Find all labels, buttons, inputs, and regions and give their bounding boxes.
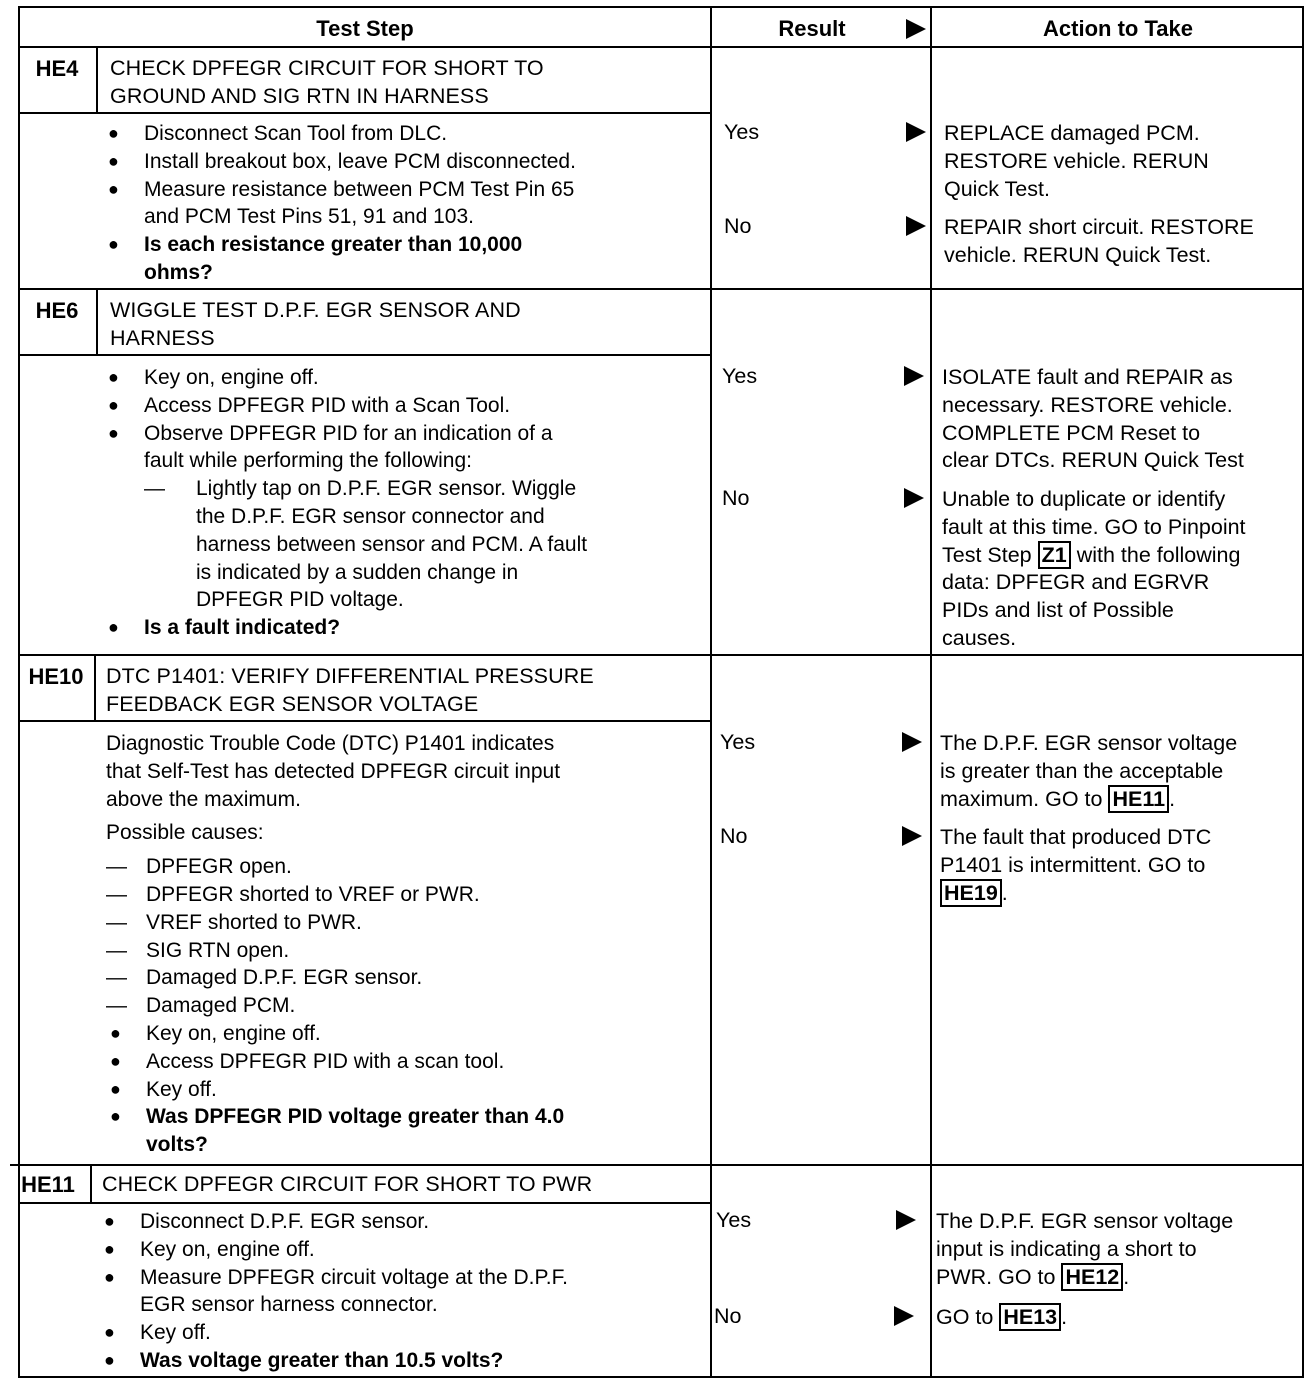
result-no: No — [714, 1304, 742, 1328]
sub-list-item-continued: harness between sensor and PCM. A fault — [196, 532, 588, 556]
list-item-continued: ohms? — [144, 260, 213, 284]
step-id-divider — [90, 1164, 92, 1202]
cause-item: — DPFEGR shorted to VREF or PWR. — [106, 881, 706, 909]
action-line — [942, 542, 1306, 570]
action-line: PWR. GO to HE12 . — [936, 1264, 1130, 1289]
title-line: HARNESS — [110, 326, 215, 350]
cause-item: — VREF shorted to PWR. — [106, 909, 706, 937]
action-text: maximum. GO to — [940, 786, 1103, 811]
column-divider-action — [930, 8, 932, 1376]
list-item: ● Key on, engine off. — [100, 1236, 710, 1264]
header-test-step: Test Step — [316, 16, 414, 41]
action-line: is greater than the acceptable — [940, 758, 1224, 783]
arrow-icon — [902, 732, 922, 752]
action-line: HE19 . — [940, 880, 1304, 908]
step-divider — [20, 288, 1302, 290]
arrow-icon — [896, 1210, 916, 1230]
title-divider — [20, 112, 710, 114]
action-yes-he11 — [936, 1208, 1304, 1291]
intro-line: above the maximum. — [106, 787, 301, 811]
test-procedure-table — [18, 6, 1304, 1378]
action-no-he6 — [942, 486, 1306, 653]
title-line: FEEDBACK EGR SENSOR VOLTAGE — [106, 692, 479, 716]
action-text: Test Step — [942, 542, 1032, 567]
result-yes: Yes — [720, 730, 756, 754]
list-item: ● Key on, engine off. — [106, 1020, 706, 1048]
title-divider — [20, 354, 710, 356]
title-divider — [20, 720, 710, 722]
cause-item: — SIG RTN open. — [106, 937, 706, 965]
arrow-icon — [902, 826, 922, 846]
action-line: maximum. GO to HE11 . — [940, 786, 1176, 811]
sub-list-item: — Lightly tap on D.P.F. EGR sensor. Wiggle — [104, 475, 704, 503]
step-id-he11: HE11 — [21, 1172, 75, 1197]
step-divider — [10, 1164, 1302, 1166]
list-item: ● Measure DPFEGR circuit voltage at the D.P.F. — [100, 1264, 710, 1292]
step-id-divider — [94, 654, 96, 720]
step-ref-he11[interactable]: HE11 — [1108, 785, 1169, 813]
action-line: PIDs and list of Possible — [942, 598, 1174, 623]
title-divider — [20, 1202, 710, 1204]
step-ref-z1[interactable]: Z1 — [1038, 541, 1071, 569]
action-line: vehicle. RERUN Quick Test. — [944, 242, 1212, 267]
sub-list-item-continued: the D.P.F. EGR sensor connector and — [196, 504, 545, 528]
action-line: Unable to duplicate or identify — [942, 487, 1226, 511]
list-item: ● Access DPFEGR PID with a Scan Tool. — [104, 392, 704, 420]
step-title-he10 — [106, 662, 594, 718]
action-line: COMPLETE PCM Reset to — [942, 420, 1201, 445]
cause-item: — DPFEGR open. — [106, 853, 706, 881]
step-title-he11 — [102, 1170, 592, 1198]
step-body-he10 — [106, 730, 706, 1159]
title-line: CHECK DPFEGR CIRCUIT FOR SHORT TO — [110, 56, 544, 80]
action-line: The D.P.F. EGR sensor voltage — [940, 731, 1238, 755]
action-line: fault at this time. GO to Pinpoint — [942, 514, 1246, 539]
action-no-he11 — [936, 1304, 1304, 1332]
sub-list-item-continued: is indicated by a sudden change in — [196, 560, 519, 584]
arrow-icon — [906, 122, 926, 142]
action-yes-he4 — [944, 120, 1304, 203]
action-line: Quick Test. — [944, 176, 1050, 201]
action-line: The fault that produced DTC — [940, 825, 1212, 849]
list-item: ● Key off. — [106, 1076, 706, 1104]
step-id-he6: HE6 — [35, 298, 79, 323]
arrow-icon — [894, 1306, 914, 1326]
header-action: Action to Take — [1043, 16, 1193, 41]
cause-item: — Damaged D.P.F. EGR sensor. — [106, 964, 706, 992]
step-title-he6 — [110, 296, 521, 352]
arrow-icon — [904, 366, 924, 386]
action-line: input is indicating a short to — [936, 1236, 1197, 1261]
action-line: necessary. RESTORE vehicle. — [942, 392, 1233, 417]
title-line: CHECK DPFEGR CIRCUIT FOR SHORT TO PWR — [102, 1172, 593, 1196]
list-item-continued: and PCM Test Pins 51, 91 and 103. — [144, 205, 474, 229]
step-ref-he12[interactable]: HE12 — [1061, 1263, 1123, 1291]
step-id-divider — [96, 288, 98, 354]
step-body-he4 — [104, 120, 704, 287]
intro-line: that Self-Test has detected DPFEGR circuit input — [106, 759, 561, 783]
list-item: ● Disconnect Scan Tool from DLC. — [104, 120, 704, 148]
step-body-he6 — [104, 364, 704, 642]
action-yes-he10 — [940, 730, 1304, 813]
list-item: ● Key off. — [100, 1319, 710, 1347]
header-divider — [20, 46, 1302, 48]
arrow-icon — [904, 488, 924, 508]
action-no-he10 — [940, 824, 1304, 907]
step-ref-he13[interactable]: HE13 — [999, 1303, 1061, 1331]
title-line: DTC P1401: VERIFY DIFFERENTIAL PRESSURE — [106, 664, 594, 688]
list-item-continued: fault while performing the following: — [144, 449, 473, 473]
action-line: REPLACE damaged PCM. — [944, 121, 1200, 145]
list-item: ● Observe DPFEGR PID for an indication of a — [104, 420, 704, 448]
list-item: ● Measure resistance between PCM Test Pin 65 — [104, 176, 704, 204]
action-text: with the following — [1076, 542, 1241, 567]
column-divider-result — [710, 8, 712, 1376]
result-no: No — [724, 214, 752, 238]
intro-paragraph — [106, 730, 706, 813]
list-item-continued: EGR sensor harness connector. — [140, 1293, 438, 1317]
list-item-question: ● Was voltage greater than 10.5 volts? — [100, 1347, 710, 1375]
action-text: GO to — [936, 1305, 994, 1329]
step-id-he10: HE10 — [28, 664, 84, 689]
step-body-he11 — [100, 1208, 710, 1375]
intro-line: Diagnostic Trouble Code (DTC) P1401 indicates — [106, 732, 555, 755]
step-title-he4 — [110, 54, 544, 110]
cause-item: — Damaged PCM. — [106, 992, 706, 1020]
sub-list-item-continued: DPFEGR PID voltage. — [196, 588, 404, 612]
step-ref-he19[interactable]: HE19 — [940, 879, 1002, 907]
step-id-he4: HE4 — [35, 56, 79, 81]
result-no: No — [722, 486, 750, 510]
list-item: ● Disconnect D.P.F. EGR sensor. — [100, 1208, 710, 1236]
action-line: P1401 is intermittent. GO to — [940, 852, 1206, 877]
step-divider — [20, 654, 1302, 656]
list-item-question: ● Was DPFEGR PID voltage greater than 4.0 — [106, 1103, 706, 1131]
action-no-he4 — [944, 214, 1306, 270]
action-line: data: DPFEGR and EGRVR — [942, 570, 1210, 595]
result-yes: Yes — [724, 120, 760, 144]
causes-label: Possible causes: — [106, 821, 264, 845]
action-line: GO to HE13 . — [936, 1305, 1068, 1329]
action-line: REPAIR short circuit. RESTORE — [944, 215, 1254, 239]
action-text: PWR. GO to — [936, 1264, 1056, 1289]
title-line: WIGGLE TEST D.P.F. EGR SENSOR AND — [110, 298, 521, 322]
title-line: GROUND AND SIG RTN IN HARNESS — [110, 84, 489, 108]
action-line: causes. — [942, 625, 1017, 650]
action-line: The D.P.F. EGR sensor voltage — [936, 1209, 1234, 1233]
action-line: clear DTCs. RERUN Quick Test — [942, 448, 1244, 473]
list-item-continued: volts? — [146, 1133, 208, 1157]
action-line: ISOLATE fault and REPAIR as — [942, 365, 1233, 389]
arrow-icon — [906, 216, 926, 236]
list-item-question: ● Is a fault indicated? — [104, 614, 704, 642]
header-arrow-icon — [906, 19, 926, 39]
action-line: RESTORE vehicle. RERUN — [944, 148, 1209, 173]
step-id-divider — [96, 46, 98, 112]
list-item: ● Install breakout box, leave PCM disconnected. — [104, 148, 704, 176]
list-item: ● Access DPFEGR PID with a scan tool. — [106, 1048, 706, 1076]
list-item-question: ● Is each resistance greater than 10,000 — [104, 231, 704, 259]
result-yes: Yes — [722, 364, 758, 388]
list-item: ● Key on, engine off. — [104, 364, 704, 392]
result-yes: Yes — [716, 1208, 752, 1232]
action-yes-he6 — [942, 364, 1304, 475]
result-no: No — [720, 824, 748, 848]
header-result: Result — [778, 16, 846, 41]
